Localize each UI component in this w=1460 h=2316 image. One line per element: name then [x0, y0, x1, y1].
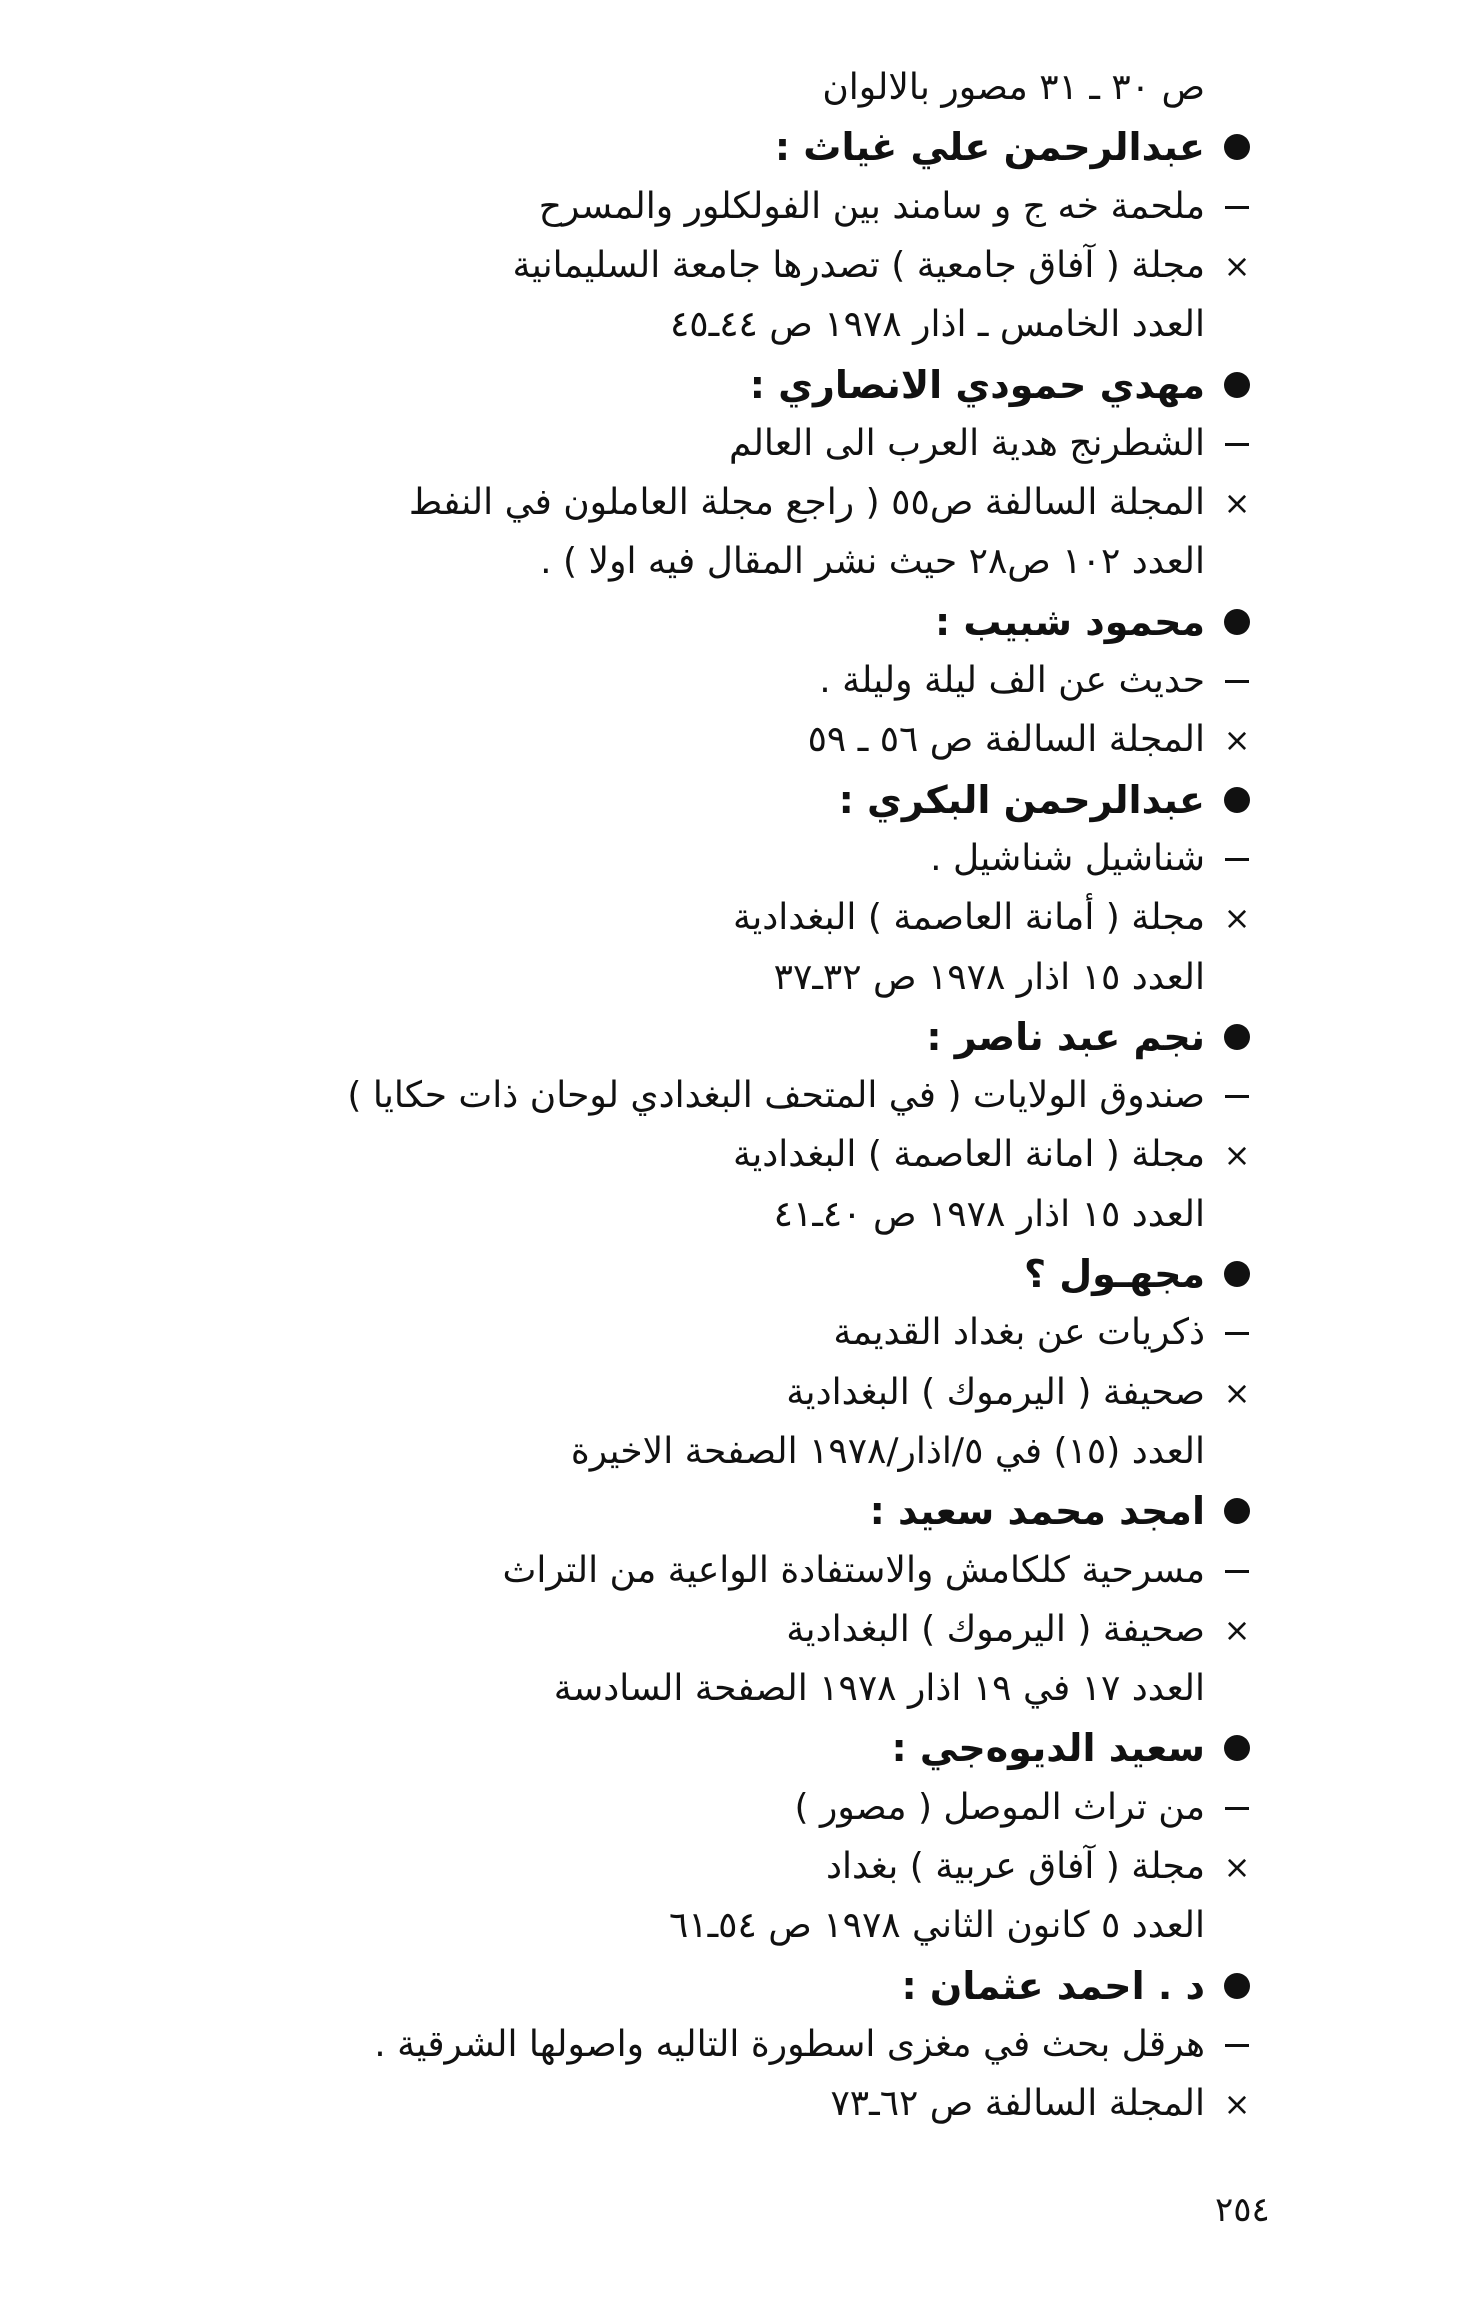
line-text: سعيد الديوه‌جي : — [891, 1726, 1205, 1770]
dash-mark — [1225, 1807, 1249, 1810]
dash-icon — [1209, 2015, 1265, 2075]
source-line — [0, 710, 1460, 770]
page-number: ٢٥٤ — [1215, 2190, 1270, 2230]
dash-mark — [1225, 680, 1249, 683]
line-text: المجلة السالفة ص ٦٢ـ٧٣ — [830, 2083, 1205, 2124]
dash-mark — [1225, 1095, 1249, 1098]
cross-mark: × — [1223, 899, 1251, 937]
author-heading-line — [0, 770, 1460, 830]
dash-mark — [1225, 858, 1249, 861]
cross-mark: × — [1223, 2085, 1251, 2123]
author-heading-line — [0, 117, 1460, 177]
dash-mark — [1225, 443, 1249, 446]
line-text: هرقل بحث في مغزى اسطورة التاليه واصولها الشرقية . — [374, 2024, 1205, 2065]
dash-icon — [1209, 177, 1265, 237]
work-title-line — [0, 2015, 1460, 2075]
continuation-line — [0, 1185, 1460, 1245]
bullet-dot — [1224, 609, 1250, 635]
line-text: العدد ١٥ اذار ١٩٧٨ ص ٣٢ـ٣٧ — [773, 957, 1205, 998]
line-text: العدد ٥ كانون الثاني ١٩٧٨ ص ٥٤ـ٦١ — [668, 1905, 1205, 1946]
line-text: مجلة ( امانة العاصمة ) البغدادية — [732, 1134, 1205, 1175]
cross-icon — [1209, 473, 1265, 533]
line-text: العدد ١٠٢ ص٢٨ حيث نشر المقال فيه اولا ) . — [540, 541, 1205, 582]
cross-icon — [1209, 1837, 1265, 1897]
continuation-line — [0, 948, 1460, 1008]
work-title-line — [0, 1541, 1460, 1601]
line-text: العدد الخامس ـ اذار ١٩٧٨ ص ٤٤ـ٤٥ — [669, 304, 1205, 345]
bullet-icon — [1209, 1718, 1265, 1778]
source-line — [0, 1837, 1460, 1897]
bullet-icon — [1209, 1007, 1265, 1067]
line-text: ملحمة خه ج و سامند بين الفولكلور والمسرح — [538, 186, 1205, 227]
cross-icon — [1209, 710, 1265, 770]
bullet-icon — [1209, 770, 1265, 830]
line-text: حديث عن الف ليلة وليلة . — [819, 660, 1205, 701]
dash-mark — [1225, 2044, 1249, 2047]
line-text: مجهـول ؟ — [1023, 1252, 1205, 1296]
line-text: ص ٣٠ ـ ٣١ مصور بالالوان — [822, 67, 1205, 108]
continuation-line — [0, 1659, 1460, 1719]
cross-icon — [1209, 236, 1265, 296]
dash-icon — [1209, 414, 1265, 474]
source-line — [0, 888, 1460, 948]
bullet-icon — [1209, 355, 1265, 415]
bullet-dot — [1224, 134, 1250, 160]
cross-mark: × — [1223, 247, 1251, 285]
continuation-line — [0, 532, 1460, 592]
work-title-line — [0, 1066, 1460, 1126]
line-text: المجلة السالفة ص٥٥ ( راجع مجلة العاملون في النفط — [408, 482, 1205, 523]
author-heading-line — [0, 1244, 1460, 1304]
work-title-line — [0, 829, 1460, 889]
bullet-dot — [1224, 372, 1250, 398]
continuation-line — [0, 295, 1460, 355]
continuation-line — [0, 1896, 1460, 1956]
line-text: مجلة ( آفاق جامعية ) تصدرها جامعة السليمانية — [512, 245, 1205, 286]
line-text: العدد ١٧ في ١٩ اذار ١٩٧٨ الصفحة السادسة — [553, 1668, 1205, 1709]
work-title-line — [0, 651, 1460, 711]
line-text: نجم عبد ناصر : — [926, 1015, 1205, 1059]
dash-icon — [1209, 829, 1265, 889]
author-heading-line — [0, 1956, 1460, 2016]
source-line — [0, 2074, 1460, 2134]
source-line — [0, 1363, 1460, 1423]
line-text: امجد محمد سعيد : — [869, 1489, 1205, 1533]
line-text: ذكريات عن بغداد القديمة — [833, 1312, 1205, 1353]
author-heading-line — [0, 1007, 1460, 1067]
cross-icon — [1209, 2074, 1265, 2134]
author-heading-line — [0, 1481, 1460, 1541]
cross-mark: × — [1223, 1374, 1251, 1412]
cross-mark: × — [1223, 484, 1251, 522]
cross-mark: × — [1223, 1136, 1251, 1174]
bullet-dot — [1224, 1261, 1250, 1287]
dash-mark — [1225, 206, 1249, 209]
line-text: صحيفة ( اليرموك ) البغدادية — [786, 1372, 1205, 1413]
line-text: عبدالرحمن البكري : — [838, 778, 1205, 822]
dash-mark — [1225, 1570, 1249, 1573]
bullet-icon — [1209, 1956, 1265, 2016]
bullet-dot — [1224, 1973, 1250, 1999]
line-text: الشطرنج هدية العرب الى العالم — [728, 423, 1205, 464]
dash-icon — [1209, 1303, 1265, 1363]
continuation-line — [0, 58, 1460, 118]
bullet-dot — [1224, 1735, 1250, 1761]
line-text: د . احمد عثمان : — [901, 1964, 1205, 2008]
dash-icon — [1209, 1541, 1265, 1601]
line-text: من تراث الموصل ( مصور ) — [794, 1787, 1205, 1828]
work-title-line — [0, 1303, 1460, 1363]
line-text: شناشيل شناشيل . — [930, 838, 1205, 879]
bullet-icon — [1209, 592, 1265, 652]
bullet-icon — [1209, 1244, 1265, 1304]
continuation-line — [0, 1422, 1460, 1482]
dash-mark — [1225, 1332, 1249, 1335]
cross-mark: × — [1223, 1848, 1251, 1886]
source-line — [0, 473, 1460, 533]
author-heading-line — [0, 355, 1460, 415]
cross-mark: × — [1223, 1611, 1251, 1649]
cross-mark: × — [1223, 721, 1251, 759]
source-line — [0, 1125, 1460, 1185]
line-text: المجلة السالفة ص ٥٦ ـ ٥٩ — [807, 719, 1205, 760]
cross-icon — [1209, 1363, 1265, 1423]
line-text: مهدي حمودي الانصاري : — [749, 363, 1205, 407]
author-heading-line — [0, 1718, 1460, 1778]
source-line — [0, 236, 1460, 296]
work-title-line — [0, 1778, 1460, 1838]
work-title-line — [0, 414, 1460, 474]
bullet-dot — [1224, 1024, 1250, 1050]
cross-icon — [1209, 888, 1265, 948]
bullet-icon — [1209, 117, 1265, 177]
dash-icon — [1209, 1778, 1265, 1838]
author-heading-line — [0, 592, 1460, 652]
bullet-icon — [1209, 1481, 1265, 1541]
line-text: العدد (١٥) في ٥/اذار/١٩٧٨ الصفحة الاخيرة — [570, 1431, 1205, 1472]
work-title-line — [0, 177, 1460, 237]
cross-icon — [1209, 1125, 1265, 1185]
dash-icon — [1209, 1066, 1265, 1126]
line-text: مجلة ( أمانة العاصمة ) البغدادية — [732, 897, 1205, 938]
dash-icon — [1209, 651, 1265, 711]
line-text: مسرحية كلكامش والاستفادة الواعية من التراث — [502, 1550, 1205, 1591]
line-text: مجلة ( آفاق عربية ) بغداد — [825, 1846, 1205, 1887]
line-text: صحيفة ( اليرموك ) البغدادية — [786, 1609, 1205, 1650]
line-text: صندوق الولايات ( في المتحف البغدادي لوحان ذات حكايا ) — [347, 1075, 1205, 1116]
source-line — [0, 1600, 1460, 1660]
cross-icon — [1209, 1600, 1265, 1660]
line-text: محمود شبيب : — [935, 600, 1205, 644]
line-text: العدد ١٥ اذار ١٩٧٨ ص ٤٠ـ٤١ — [773, 1194, 1205, 1235]
bullet-dot — [1224, 1498, 1250, 1524]
line-text: عبدالرحمن علي غياث : — [774, 125, 1205, 169]
bullet-dot — [1224, 787, 1250, 813]
